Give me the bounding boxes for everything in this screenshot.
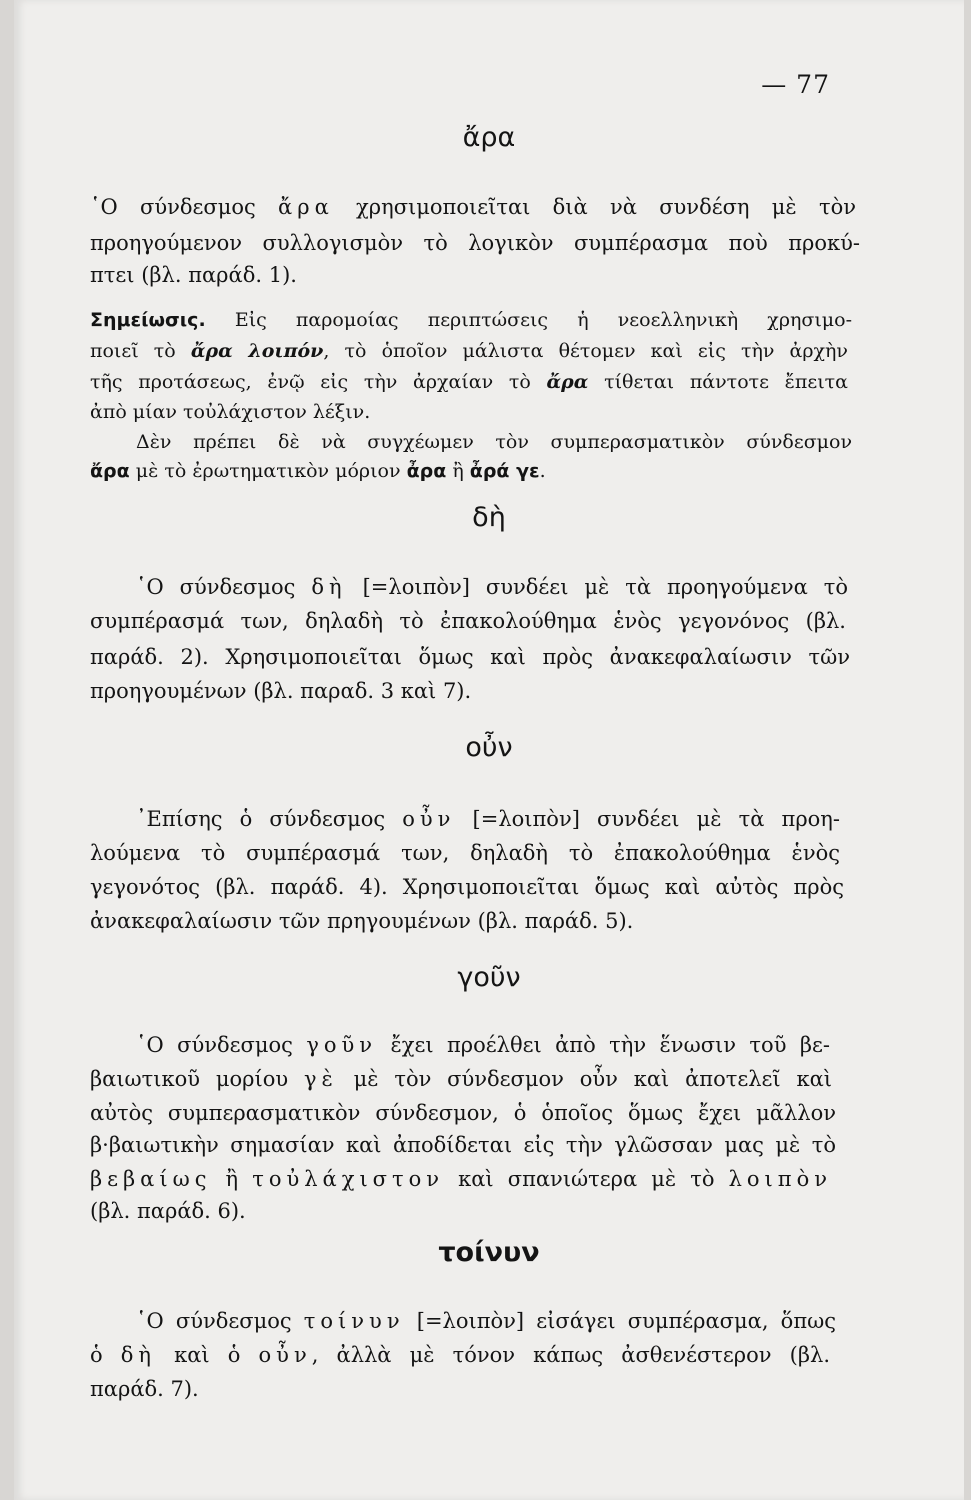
spaced-term: λοιπὸν bbox=[728, 1167, 832, 1191]
text: βαιωτικοῦ μορίου bbox=[90, 1067, 304, 1091]
text: χρησιμοποιεῖται διὰ νὰ συνδέση μὲ τὸν bbox=[333, 195, 856, 219]
toinyn-line-3: παράδ. 7). bbox=[90, 1377, 199, 1401]
spaced-term: δὴ bbox=[120, 1343, 156, 1367]
de-line-1 bbox=[136, 572, 848, 602]
oun-line-1 bbox=[136, 804, 840, 834]
heading-ara: ἄρα bbox=[462, 122, 516, 153]
text: ποιεῖ τὸ bbox=[90, 340, 191, 362]
spaced-term: δὴ bbox=[311, 575, 347, 599]
goun-line-3: αὐτὸς συμπερασματικὸν σύνδεσμον, ὁ ὁποῖος ὅμως ἔχει μᾶλλον bbox=[90, 1101, 836, 1125]
note-line-3 bbox=[90, 367, 848, 397]
oun-line-4: ἀνακεφαλαίωσιν τῶν πρηγουμένων (βλ. παράδ. 5). bbox=[90, 909, 634, 933]
note-line-5: Δὲν πρέπει δὲ νὰ συγχέωμεν τὸν συμπερασματικὸν σύνδεσμον bbox=[136, 431, 852, 453]
text: [=λοιπὸν] συνδέει μὲ τὰ προηγούμενα τὸ bbox=[346, 575, 849, 599]
de-line-3: παράδ. 2). Χρησιμοποιεῖται ὅμως καὶ πρὸς ἀνακεφαλαίωσιν τῶν bbox=[90, 645, 850, 669]
text: μὲ τὸν σύνδεσμον οὖν καὶ ἀποτελεῖ καὶ bbox=[337, 1067, 832, 1091]
text: ῾Ο σύνδεσμος bbox=[136, 1309, 304, 1333]
de-line-2: συμπέρασμά των, δηλαδὴ τὸ ἐπακολούθημα ἑνὸς γεγονόνος (βλ. bbox=[90, 609, 846, 633]
term: ἆρά γε bbox=[469, 460, 540, 482]
heading-goun: γοῦν bbox=[457, 962, 521, 993]
page-number: — 77 bbox=[761, 70, 830, 99]
note-line-2 bbox=[90, 336, 848, 366]
text: , τὸ ὁποῖον μάλιστα θέτομεν καὶ εἰς τὴν ἀρχὴν bbox=[323, 340, 848, 362]
term: ἄρα λοιπόν bbox=[190, 340, 324, 362]
text: ὁ bbox=[90, 1343, 121, 1367]
text: τῆς προτάσεως, ἐνῷ εἰς τὴν ἀρχαίαν τὸ bbox=[90, 371, 547, 393]
goun-line-5 bbox=[90, 1164, 832, 1194]
note-label: Σημείωσις. bbox=[90, 309, 206, 331]
goun-line-6: (βλ. παράδ. 6). bbox=[90, 1199, 246, 1223]
heading-toinyn: τοίνυν bbox=[438, 1237, 540, 1268]
heading-de: δὴ bbox=[472, 502, 506, 533]
spaced-term: γὲ bbox=[303, 1067, 338, 1091]
note-line-6 bbox=[90, 456, 546, 486]
goun-line-4: β·βαιωτικὴν σημασίαν καὶ ἀποδίδεται εἰς τὴν γλῶσσαν μας μὲ τὸ bbox=[90, 1133, 836, 1157]
text: καὶ σπανιώτερα μὲ τὸ bbox=[444, 1167, 729, 1191]
spaced-term: οὖν bbox=[258, 1343, 312, 1367]
text: ῾Ο σύνδεσμος bbox=[90, 195, 279, 219]
term: ἄρα bbox=[90, 460, 130, 482]
note-line-1 bbox=[90, 305, 852, 335]
toinyn-line-2 bbox=[90, 1340, 830, 1370]
note-line-4: ἀπὸ μίαν τοὐλάχιστον λέξιν. bbox=[90, 401, 371, 423]
text: καὶ ὁ bbox=[156, 1343, 259, 1367]
text: μὲ τὸ ἐρωτηματικὸν μόριον bbox=[129, 460, 407, 482]
goun-line-2 bbox=[90, 1064, 832, 1094]
text: ἔχει προέλθει ἀπὸ τὴν ἕνωσιν τοῦ βε- bbox=[377, 1033, 830, 1057]
text: [=λοιπὸν] εἰσάγει συμπέρασμα, ὅπως bbox=[404, 1309, 836, 1333]
text: [=λοιπὸν] συνδέει μὲ τὰ προη- bbox=[455, 807, 840, 831]
ara-paragraph-line-3: πτει (βλ. παράδ. 1). bbox=[90, 263, 297, 287]
oun-line-3: γεγονότος (βλ. παράδ. 4). Χρησιμοποιεῖται ὅμως καὶ αὐτὸς πρὸς bbox=[90, 875, 844, 899]
spaced-term: ἄρα bbox=[278, 195, 334, 219]
de-line-4: προηγουμένων (βλ. παραδ. 3 καὶ 7). bbox=[90, 679, 472, 703]
ara-paragraph-line-1 bbox=[90, 192, 856, 222]
text: ῾Ο σύνδεσμος bbox=[136, 575, 312, 599]
heading-oun: οὖν bbox=[465, 732, 513, 763]
text: τίθεται πάντοτε ἔπειτα bbox=[588, 371, 848, 393]
book-page bbox=[14, 0, 964, 1500]
spaced-term: βεβαίως bbox=[90, 1167, 212, 1191]
oun-line-2: λούμενα τὸ συμπέρασμά των, δηλαδὴ τὸ ἐπακολούθημα ἑνὸς bbox=[90, 841, 840, 865]
text: ᾿Επίσης ὁ σύνδεσμος bbox=[136, 807, 403, 831]
goun-line-1 bbox=[136, 1030, 830, 1060]
spaced-term: τοὐλάχιστον bbox=[252, 1167, 445, 1191]
text: ἢ bbox=[211, 1167, 253, 1191]
text: ῾Ο σύνδεσμος bbox=[136, 1033, 307, 1057]
text: . bbox=[539, 460, 546, 482]
ara-paragraph-line-2: προηγούμενον συλλογισμὸν τὸ λογικὸν συμπέρασμα ποὺ προκύ- bbox=[90, 231, 860, 255]
spaced-term: οὖν bbox=[402, 807, 456, 831]
text: Εἰς παρομοίας περιπτώσεις ἡ νεοελληνικὴ χρησιμο- bbox=[205, 309, 852, 331]
spaced-term: τοίνυν bbox=[303, 1309, 405, 1333]
text: ἢ bbox=[446, 460, 470, 482]
term: ἆρα bbox=[406, 460, 447, 482]
toinyn-line-1 bbox=[136, 1306, 836, 1336]
text: , ἀλλὰ μὲ τόνον κάπως ἀσθενέστερον (βλ. bbox=[311, 1343, 830, 1367]
spaced-term: γοῦν bbox=[306, 1033, 378, 1057]
term: ἄρα bbox=[546, 371, 589, 393]
